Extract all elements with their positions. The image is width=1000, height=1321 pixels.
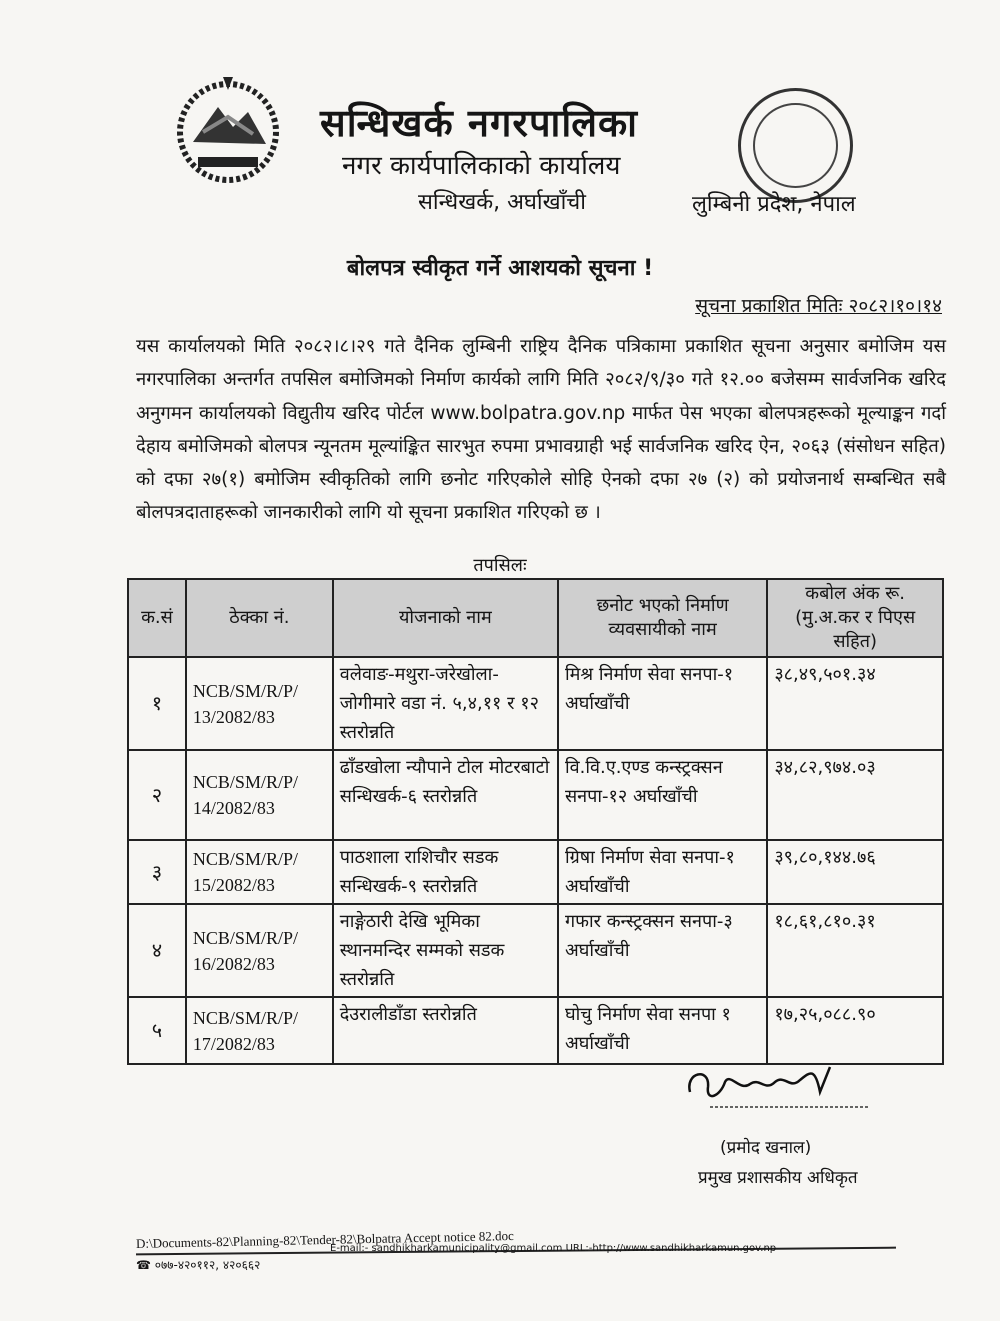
- tender-table: [127, 578, 944, 1065]
- sn: १: [128, 657, 186, 750]
- contractor-name: मिश्र निर्माण सेवा सनपा-१ अर्घाखाँची: [558, 657, 767, 750]
- signatory-name: (प्रमोद खनाल): [720, 1138, 812, 1158]
- table-row: [128, 657, 943, 750]
- col-header-contractor: छनोट भएको निर्माण व्यवसायीको नाम: [558, 579, 767, 657]
- contract-no: NCB/SM/R/P/ 15/2082/83: [186, 840, 333, 904]
- contact-info: E-mail:- sandhikharkamunicipality@gmail.com URL:-http://www.sandhikharkamun.gov.np: [330, 1243, 777, 1254]
- project-name: पाठशाला राशिचौर सडक सन्धिखर्क-९ स्तरोन्नति: [333, 840, 558, 904]
- table-row: [128, 750, 943, 840]
- notice-body: यस कार्यालयको मिति २०८२।८।२९ गते दैनिक लुम्बिनी राष्ट्रिय दैनिक पत्रिकामा प्रकाशित सूचना अनुसार बमोजिम यस नगरपालिका अन्तर्गत तपसिल बमोजिमको निर्माण कार्यको लागि मिति २०८२/९/३० गते १२.०० बजेसम्म सार्वजनिक खरिद अनुगमन कार्यालयको विद्युतीय खरिद पोर्टल www.bolpatra.gov.np मार्फत पेस भएका बोलपत्रहरूको मूल्याङ्कन गर्दा देहाय बमोजिमको बोलपत्र न्यूनतम मूल्यांङ्कित सारभुत रुपमा प्रभावग्राही भई सार्वजनिक खरिद ऐन, २०६३ (संसोधन सहित) को दफा २७(१) बमोजिम स्वीकृतिको लागि छनोट गरिएकोले सोहि ऐनको दफा २७ (२) को प्रयोजनार्थ सम्बन्धित सबै बोलपत्रदाताहरूको जानकारीको लागि यो सूचना प्रकाशित गरिएको छ ।: [136, 336, 946, 524]
- col-header-amount: कबोल अंक रू. (मु.अ.कर र पिएस सहित): [767, 579, 943, 657]
- nepal-emblem-logo: [168, 72, 288, 184]
- contractor-name: ग्रिषा निर्माण सेवा सनपा-१ अर्घाखाँची: [558, 840, 767, 904]
- telephone-icon: ☎: [136, 1258, 151, 1272]
- phone-numbers: ०७७-४२०११२, ४२०६६२: [154, 1258, 261, 1272]
- bid-amount: १७,२५,०८८.९०: [767, 997, 943, 1064]
- contract-no: NCB/SM/R/P/ 14/2082/83: [186, 750, 333, 840]
- published-date: सूचना प्रकाशित मितिः २०८२।१०।१४: [695, 295, 942, 317]
- sn: ५: [128, 997, 186, 1064]
- contractor-name: घोचु निर्माण सेवा सनपा १ अर्घाखाँची: [558, 997, 767, 1064]
- table-row: [128, 840, 943, 904]
- signatory-title: प्रमुख प्रशासकीय अधिकृत: [698, 1168, 858, 1188]
- contract-no: NCB/SM/R/P/ 16/2082/83: [186, 904, 333, 997]
- province: लुम्बिनी प्रदेश, नेपाल: [692, 192, 856, 217]
- office-name: नगर कार्यपालिकाको कार्यालय: [342, 151, 621, 181]
- contractor-name: वि.वि.ए.एण्ड कन्स्ट्रक्सन सनपा-१२ अर्घाखाँची: [558, 750, 767, 840]
- file-path: D:\Documents-82\Planning-82\Tender-82\Bolpatra Accept notice 82.doc: [135, 1228, 515, 1251]
- project-name: ढाँडखोला न्यौपाने टोल मोटरबाटो सन्धिखर्क-६ स्तरोन्नति: [333, 750, 558, 840]
- bid-amount: १८,६१,८१०.३१: [767, 904, 943, 997]
- contract-no: NCB/SM/R/P/ 17/2082/83: [186, 997, 333, 1064]
- project-name: वलेवाङ-मथुरा-जरेखोला-जोगीमारे वडा नं. ५,४,११ र १२ स्तरोन्नति: [333, 657, 558, 750]
- project-name: देउरालीडाँडा स्तरोन्नति: [333, 997, 558, 1064]
- notice-title: बोलपत्र स्वीकृत गर्ने आशयको सूचना !: [346, 256, 654, 281]
- municipality-seal-logo: [738, 88, 853, 203]
- sn: ३: [128, 840, 186, 904]
- bid-amount: ३८,४९,५०१.३४: [767, 657, 943, 750]
- signature: [680, 1062, 880, 1112]
- table-header-row: [128, 579, 943, 657]
- table-row: [128, 904, 943, 997]
- col-header-sn: क.सं: [128, 579, 186, 657]
- phone-line: [136, 1256, 260, 1273]
- sn: ४: [128, 904, 186, 997]
- office-address: सन्धिखर्क, अर्घाखाँची: [418, 190, 586, 215]
- contractor-name: गफार कन्स्ट्रक्सन सनपा-३ अर्घाखाँची: [558, 904, 767, 997]
- bid-amount: ३४,८२,९७४.०३: [767, 750, 943, 840]
- sn: २: [128, 750, 186, 840]
- table-caption: तपसिलः: [473, 555, 527, 576]
- col-header-project: योजनाको नाम: [333, 579, 558, 657]
- project-name: नाङ्गेठारी देखि भूमिका स्थानमन्दिर सम्मको सडक स्तरोन्नति: [333, 904, 558, 997]
- contract-no: NCB/SM/R/P/ 13/2082/83: [186, 657, 333, 750]
- bid-amount: ३९,८०,१४४.७६: [767, 840, 943, 904]
- table-row: [128, 997, 943, 1064]
- col-header-contract-no: ठेक्का नं.: [186, 579, 333, 657]
- org-name: सन्धिखर्क नगरपालिका: [320, 101, 639, 145]
